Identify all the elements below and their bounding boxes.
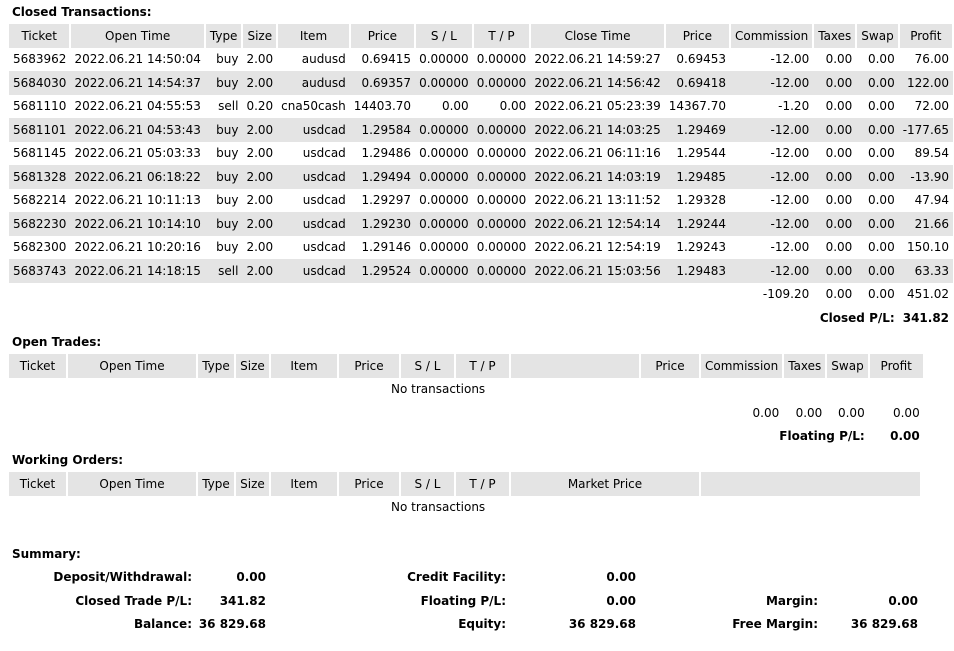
table-row [9,95,953,119]
no-transactions-text: No transactions [391,500,486,515]
equity-label: Equity: [458,617,506,631]
table-cell: 0.00 [856,259,898,283]
table-cell: 5681145 [13,146,67,161]
column-header: Item [270,472,338,496]
table-cell: 1.29146 [361,240,412,255]
table-cell: 0.00000 [415,71,473,95]
table-cell: usdcad [277,165,350,189]
table-cell: 72.00 [914,99,950,114]
table-cell: 0.00000 [476,52,527,67]
table-cell: 63.33 [899,259,953,283]
table-cell: usdcad [277,212,350,236]
table-cell: 2022.06.21 13:11:52 [534,193,661,208]
balance-label: Balance: [133,617,192,631]
table-cell: 1.29486 [361,146,412,161]
floating-pl-summary-value: 0.00 [606,594,636,608]
table-cell: 2.00 [242,165,277,189]
table-cell: 2022.06.21 12:54:19 [534,240,661,255]
table-cell: 0.00000 [473,212,531,236]
table-cell: -12.00 [770,146,810,161]
table-cell: 2022.06.21 14:59:27 [534,52,661,67]
table-cell: 2.00 [246,52,274,67]
empty-cell [235,401,270,425]
table-cell: 5682230 [9,212,70,236]
column-header: Taxes [813,24,856,48]
table-cell: buy [205,118,243,142]
totals-row [9,401,924,425]
column-header: Type [197,472,235,496]
empty-cell [277,283,350,307]
table-cell: 0.00 [856,118,898,142]
table-cell: sell [205,259,243,283]
column-header: Size [242,24,277,48]
table-cell: 0.00000 [473,165,531,189]
table-cell: -12.00 [730,212,813,236]
table-cell: 0.00000 [415,259,473,283]
floating-pl-label: Floating P/L: [779,429,865,444]
empty-cell [205,283,243,307]
table-cell: 2022.06.21 10:20:16 [74,240,201,255]
working-orders-title: Working Orders: [12,453,124,467]
deposit-withdrawal-value: 0.00 [236,570,266,584]
table-cell: 1.29328 [676,193,726,208]
table-cell: 0.00000 [473,259,531,283]
table-cell: 0.69418 [665,71,730,95]
empty-cell [415,283,473,307]
empty-cell [9,401,67,425]
table-cell: 0.69453 [676,52,726,67]
column-header: Ticket [9,472,67,496]
totals-row [9,283,953,307]
column-header: Price [350,24,415,48]
column-header: Profit [899,24,953,48]
table-cell: 0.00000 [415,118,473,142]
table-cell: 0.00 [867,193,895,208]
empty-cell [400,401,455,425]
table-cell: 0.00 [825,193,853,208]
table-cell: 0.00000 [473,71,531,95]
column-header: T / P [455,354,510,378]
credit-facility-label: Credit Facility: [407,570,506,584]
table-cell: 0.00 [813,118,856,142]
table-cell: 0.00 [825,240,853,255]
table-row [9,48,953,72]
table-cell: -1.20 [778,99,810,114]
table-cell: 2022.06.21 14:03:19 [530,165,664,189]
table-cell: 2.00 [242,71,277,95]
table-cell: 0.00 [856,212,898,236]
table-cell: 0.00 [441,99,469,114]
table-cell: 0.00000 [419,52,469,67]
table-cell: buy [216,52,239,67]
empty-cell [270,401,338,425]
table-cell: buy [216,146,239,161]
closed-transactions-title: Closed Transactions: [12,5,152,19]
column-header: Price [338,472,400,496]
table-cell: 0.00 [813,165,856,189]
table-cell: 0.00000 [476,193,527,208]
table-cell: buy [205,71,243,95]
column-header: Open Time [67,472,197,496]
table-cell: cna50cash [281,99,346,114]
table-cell: 0.00000 [476,240,527,255]
table-cell: 0.00 [867,146,895,161]
table-cell: 1.29524 [350,259,415,283]
table-row [9,259,953,283]
table-row [9,189,953,213]
table-cell: audusd [301,52,346,67]
table-header-row [9,354,924,378]
table-cell: 21.66 [899,212,953,236]
table-cell: 1.29244 [665,212,730,236]
table-cell: 0.00000 [415,165,473,189]
table-cell: 2.00 [242,212,277,236]
table-header-row [9,472,921,496]
table-cell: 0.00 [813,212,856,236]
empty-cell [70,283,204,307]
table-cell: 5682300 [13,240,67,255]
table-cell: 0.00 [813,71,856,95]
empty-cell [640,401,700,425]
column-header: Swap [826,354,868,378]
table-cell: 5681328 [9,165,70,189]
table-cell: 2022.06.21 04:53:43 [70,118,204,142]
table-cell: -12.00 [730,71,813,95]
table-cell: -12.00 [730,118,813,142]
empty-cell [350,283,415,307]
table-cell: usdcad [277,118,350,142]
closed-trade-pl-value: 341.82 [219,594,266,608]
total-commission: -109.20 [762,287,810,302]
column-header: Item [277,24,350,48]
table-cell: 1.29230 [350,212,415,236]
table-cell: 0.69357 [350,71,415,95]
column-header: S / L [415,24,473,48]
open-trades-table [9,354,925,448]
floating-pl-value: 0.00 [890,429,920,444]
table-row [9,71,953,95]
table-cell: 0.00000 [419,240,469,255]
table-cell: 2.00 [246,193,274,208]
table-cell: 0.00000 [415,212,473,236]
table-cell: 14403.70 [353,99,412,114]
table-cell: sell [218,99,239,114]
table-cell: 2022.06.21 14:56:42 [530,71,664,95]
table-cell: -12.00 [770,52,810,67]
balance-value: 36 829.68 [198,617,266,631]
column-header [700,472,921,496]
table-cell: 2022.06.21 06:11:16 [534,146,661,161]
empty-cell [473,283,531,307]
column-header: Size [235,472,270,496]
table-cell: usdcad [302,146,346,161]
table-cell: 0.00 [856,71,898,95]
table-row [9,212,953,236]
table-cell: 2022.06.21 10:11:13 [74,193,201,208]
table-cell: 5681110 [13,99,67,114]
table-cell: 0.00 [867,99,895,114]
table-cell: usdcad [302,193,346,208]
table-cell: 14367.70 [668,99,726,114]
table-cell: 0.00000 [419,193,469,208]
column-header: Profit [869,354,924,378]
table-cell: 0.00 [867,52,895,67]
total-profit: 451.02 [907,287,950,302]
table-cell: buy [216,193,239,208]
column-header: Type [205,24,243,48]
column-header: Market Price [510,472,700,496]
table-cell: 5684030 [9,71,70,95]
closed-pl-row [9,306,953,330]
total-taxes: 0.00 [825,287,853,302]
table-cell: buy [205,212,243,236]
no-transactions-text: No transactions [391,382,486,397]
deposit-withdrawal-label: Deposit/Withdrawal: [53,570,192,584]
table-cell: 0.00000 [473,118,531,142]
table-cell: 5682214 [13,193,67,208]
table-cell: 2022.06.21 10:14:10 [70,212,204,236]
column-header: Price [640,354,700,378]
table-cell: -12.00 [770,240,810,255]
column-header: Type [197,354,235,378]
closed-pl-label: Closed P/L: [819,310,895,325]
table-cell: usdcad [277,259,350,283]
table-cell: 89.54 [914,146,950,161]
empty-cell [9,283,70,307]
table-cell: 5683962 [13,52,67,67]
column-header: Ticket [9,354,67,378]
total-commission: 0.00 [752,405,780,420]
column-header: Commission [700,354,783,378]
column-header: T / P [455,472,510,496]
table-cell: 2022.06.21 14:50:04 [74,52,201,67]
summary-title: Summary: [12,547,81,561]
table-cell: 2.00 [242,118,277,142]
table-cell: 2022.06.21 05:23:39 [534,99,661,114]
table-cell: 0.00 [825,146,853,161]
total-swap: 0.00 [837,405,865,420]
table-row [9,142,953,166]
table-cell: 2022.06.21 04:55:53 [74,99,201,114]
table-cell: 76.00 [914,52,950,67]
table-row [9,236,953,260]
table-cell: 1.29584 [350,118,415,142]
free-margin-value: 36 829.68 [850,617,918,631]
working-orders-table [9,472,922,519]
table-cell: -12.00 [770,193,810,208]
empty-cell [338,401,400,425]
column-header: Size [235,354,270,378]
table-cell: 2.00 [246,240,274,255]
empty-cell [242,283,277,307]
empty-cell [530,283,664,307]
column-header: Ticket [9,24,70,48]
free-margin-label: Free Margin: [732,617,818,631]
empty-cell [455,401,510,425]
open-trades-title: Open Trades: [12,335,102,349]
table-cell: 1.29297 [361,193,412,208]
total-profit: 0.00 [892,405,920,420]
table-cell: 1.29483 [665,259,730,283]
empty-row [9,378,924,402]
table-cell: 0.00 [867,240,895,255]
column-header: Price [338,354,400,378]
column-header: S / L [400,472,455,496]
column-header: Taxes [783,354,826,378]
table-cell: 2022.06.21 14:54:37 [70,71,204,95]
closed-transactions-table [9,24,954,330]
column-header: Commission [730,24,813,48]
credit-facility-value: 0.00 [606,570,636,584]
table-cell: 2022.06.21 15:03:56 [530,259,664,283]
column-header [510,354,640,378]
table-cell: 0.00 [813,259,856,283]
column-header: Price [665,24,730,48]
table-cell: 2.00 [242,259,277,283]
floating-pl-summary-label: Floating P/L: [420,594,506,608]
table-cell: 1.29243 [676,240,726,255]
empty-row [9,496,921,520]
table-cell: 2022.06.21 14:18:15 [70,259,204,283]
table-cell: 2022.06.21 12:54:14 [530,212,664,236]
table-cell: 1.29469 [665,118,730,142]
column-header: Item [270,354,338,378]
closed-trade-pl-label: Closed Trade P/L: [75,594,192,608]
table-row [9,118,953,142]
column-header: Close Time [530,24,664,48]
empty-cell [9,306,730,330]
column-header: S / L [400,354,455,378]
table-cell: 1.29485 [665,165,730,189]
table-cell: 0.00 [825,52,853,67]
table-cell: 0.00 [499,99,527,114]
column-header: Open Time [70,24,204,48]
table-cell: -13.90 [899,165,953,189]
empty-cell [67,401,197,425]
table-cell: 1.29544 [676,146,726,161]
equity-value: 36 829.68 [568,617,636,631]
table-header-row [9,24,953,48]
total-swap: 0.00 [867,287,895,302]
table-cell: 5681101 [9,118,70,142]
margin-value: 0.00 [888,594,918,608]
empty-cell [197,401,235,425]
table-cell: 0.00 [825,99,853,114]
table-cell: 2.00 [246,146,274,161]
table-cell: 47.94 [914,193,950,208]
table-cell: 0.69415 [361,52,412,67]
table-cell: buy [216,240,239,255]
table-cell: -177.65 [899,118,953,142]
margin-label: Margin: [765,594,818,608]
table-cell: 2022.06.21 06:18:22 [70,165,204,189]
table-cell: 5683743 [9,259,70,283]
table-cell: 150.10 [907,240,950,255]
total-taxes: 0.00 [795,405,823,420]
empty-cell [9,425,700,449]
table-cell: 1.29494 [350,165,415,189]
column-header: T / P [473,24,531,48]
table-cell: 0.00000 [419,146,469,161]
table-cell: usdcad [302,240,346,255]
empty-cell [665,283,730,307]
floating-pl-row [9,425,924,449]
table-cell: 122.00 [899,71,953,95]
table-cell: buy [205,165,243,189]
column-header: Swap [856,24,898,48]
table-cell: 0.00 [856,165,898,189]
table-cell: 0.00000 [476,146,527,161]
table-cell: 0.20 [246,99,274,114]
empty-cell [510,401,640,425]
closed-pl-value: 341.82 [902,310,950,325]
table-cell: 2022.06.21 14:03:25 [530,118,664,142]
table-row [9,165,953,189]
table-cell: 2022.06.21 05:03:33 [74,146,201,161]
table-cell: -12.00 [730,259,813,283]
table-cell: -12.00 [730,165,813,189]
column-header: Open Time [67,354,197,378]
table-cell: audusd [277,71,350,95]
